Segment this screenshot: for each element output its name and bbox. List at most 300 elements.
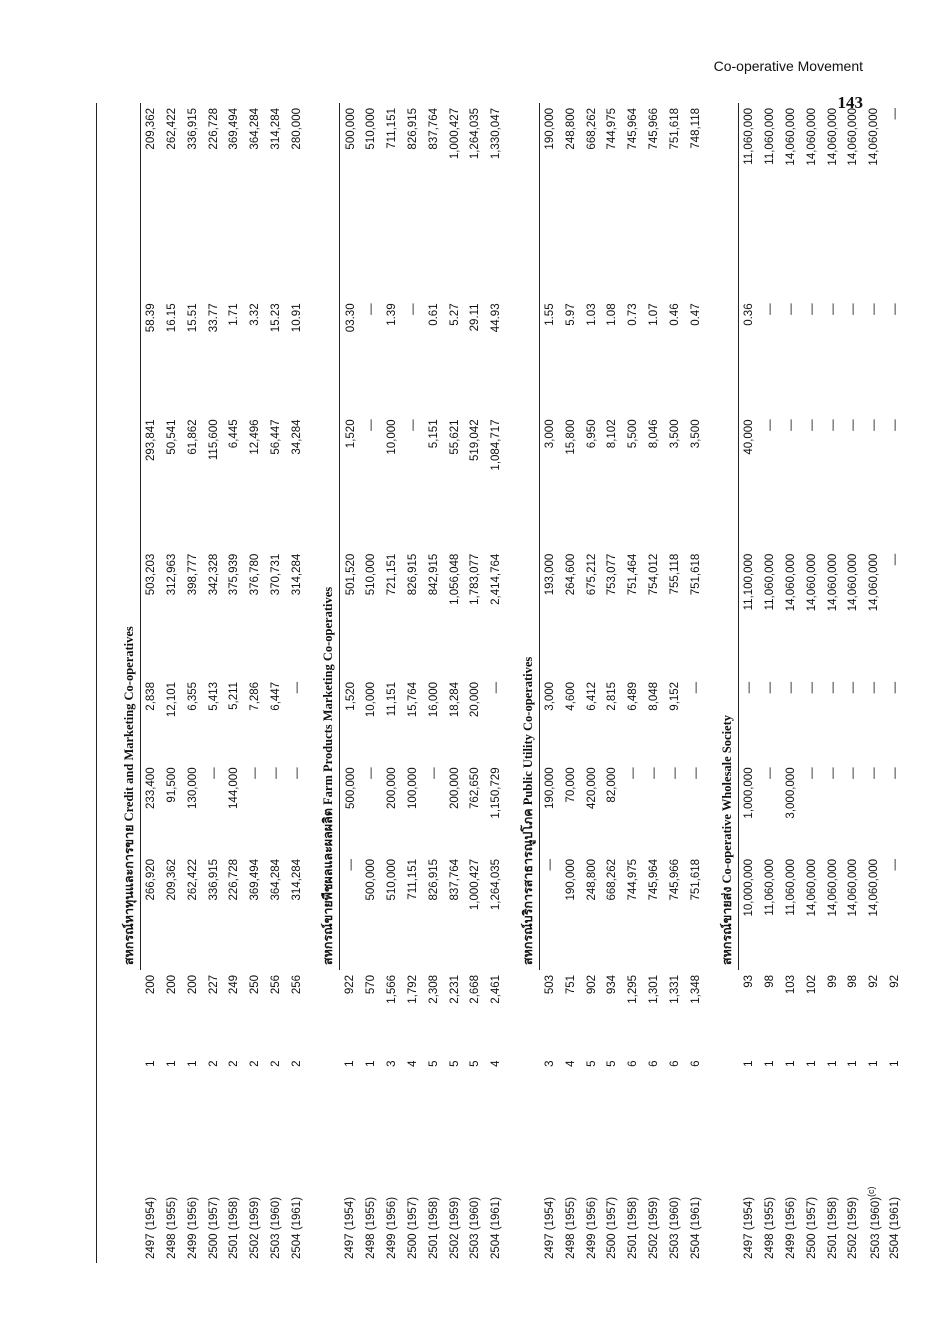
value-cell: 56,447 (269, 419, 282, 455)
running-header: Co-operative Movement (713, 58, 863, 74)
value-cell: 922 (344, 974, 357, 995)
group-gap (307, 103, 317, 1263)
rule-cell (97, 298, 118, 414)
value-cell: 11,060,000 (764, 108, 777, 165)
group-gap (905, 103, 915, 1263)
value-cell: 1.71 (228, 303, 241, 326)
value-cell: 0.73 (627, 303, 640, 326)
value-cell: 3,500 (689, 419, 702, 449)
table-row (539, 103, 560, 1263)
value-cell: — (847, 767, 860, 779)
value-cell: 6,489 (627, 681, 640, 711)
value-cell: 82,000 (606, 767, 619, 803)
table-row (664, 103, 685, 1263)
value-cell: — (805, 767, 818, 779)
value-cell: 264,600 (564, 553, 577, 596)
table-row (286, 103, 307, 1263)
value-cell: 1,566 (386, 974, 399, 1004)
year-cell: 2499 (1956) (186, 1196, 199, 1259)
value-cell: 20,000 (469, 681, 482, 718)
year-cell: 2504 (1961) (689, 1196, 702, 1259)
year-cell: 2500 (1957) (406, 1196, 419, 1259)
value-cell: — (365, 303, 378, 315)
value-cell: 837,764 (427, 108, 440, 150)
value-cell: 102 (805, 974, 818, 995)
value-cell: — (868, 767, 881, 779)
value-cell: 570 (365, 974, 378, 995)
value-cell: 190,000 (564, 858, 577, 901)
value-cell: 99 (826, 974, 839, 988)
cooperatives-table (96, 103, 915, 1263)
value-cell: 226,728 (207, 108, 220, 150)
year-cell: 2497 (1954) (743, 1196, 756, 1259)
value-cell: 226,728 (228, 858, 241, 901)
value-cell: 826,915 (406, 553, 419, 596)
value-cell: — (847, 419, 860, 431)
value-cell: 744,975 (606, 108, 619, 150)
value-cell: 1,520 (340, 677, 361, 762)
table-row (266, 103, 287, 1263)
value-cell: 14,060,000 (805, 108, 818, 166)
value-cell: — (868, 419, 881, 431)
value-cell: 1 (344, 1060, 357, 1067)
value-cell: 115,600 (207, 419, 220, 461)
value-cell: 1.07 (647, 303, 660, 326)
year-cell: 2497 (1954) (344, 1196, 357, 1259)
value-cell: 2,815 (606, 681, 619, 711)
value-cell: — (888, 767, 901, 779)
value-cell: 5 (469, 1060, 482, 1067)
value-cell: — (826, 681, 839, 694)
value-cell: 14,060,000 (868, 553, 881, 612)
value-cell: 33.77 (207, 303, 220, 333)
value-cell: — (805, 681, 818, 694)
value-cell: — (668, 767, 681, 779)
value-cell: 0.47 (689, 303, 702, 326)
value-cell: — (269, 767, 282, 779)
value-cell: — (805, 419, 818, 431)
value-cell: — (826, 767, 839, 779)
value-cell: 837,764 (448, 858, 461, 901)
year-cell: 2500 (1957) (805, 1196, 818, 1259)
value-cell: 293,841 (140, 414, 161, 548)
gap-cell (307, 1141, 317, 1263)
year-cell: 2499 (1956) (386, 1196, 399, 1259)
value-cell: 2,231 (448, 974, 461, 1004)
value-cell: 501,520 (340, 549, 361, 677)
year-cell: 2503 (1960) (269, 1196, 282, 1259)
rotated-table-container (96, 103, 901, 1263)
value-cell: — (784, 303, 797, 315)
value-cell: 3 (386, 1060, 399, 1067)
value-cell: 92 (888, 974, 901, 988)
table-row (162, 103, 183, 1263)
value-cell: 249 (228, 974, 241, 995)
value-cell: — (290, 681, 303, 694)
value-cell: 826,915 (427, 858, 440, 901)
value-cell: 745,964 (647, 858, 660, 901)
value-cell: 751,464 (627, 553, 640, 596)
value-cell: — (888, 419, 901, 431)
value-cell: 14,060,000 (784, 108, 797, 166)
table-row (801, 103, 822, 1263)
value-cell: — (764, 419, 777, 431)
value-cell: 2,414,764 (490, 553, 503, 605)
table-row (403, 103, 424, 1263)
value-cell: 5,500 (627, 419, 640, 449)
value-cell: 5,151 (427, 419, 440, 449)
year-cell: 2501 (1958) (627, 1196, 640, 1259)
value-cell: 14,060,000 (805, 553, 818, 612)
value-cell: 256 (269, 974, 282, 995)
value-cell: — (249, 767, 262, 779)
value-cell: 842,915 (427, 553, 440, 596)
value-cell: 336,915 (186, 108, 199, 150)
gap-cell (905, 1141, 915, 1263)
value-cell: 34,284 (290, 419, 303, 455)
value-cell: — (689, 767, 702, 779)
value-cell: 12,101 (165, 681, 178, 718)
value-cell: 2,308 (427, 974, 440, 1004)
value-cell: 398,777 (186, 553, 199, 596)
value-cell: 751,618 (668, 108, 681, 150)
value-cell: 0.46 (668, 303, 681, 326)
value-cell: 70,000 (564, 767, 577, 803)
year-cell: 2501 (1958) (826, 1196, 839, 1259)
rule-cell (97, 414, 118, 548)
value-cell: 14,060,000 (868, 108, 881, 166)
value-cell: 130,000 (186, 767, 199, 809)
value-cell: 748,118 (689, 108, 702, 149)
value-cell: — (764, 303, 777, 315)
value-cell: 1,150,729 (490, 767, 503, 819)
value-cell: 91,500 (165, 767, 178, 803)
rule-cell (97, 1055, 118, 1140)
year-cell: 2502 (1959) (448, 1196, 461, 1259)
value-cell: 6 (647, 1060, 660, 1067)
value-cell: 262,422 (186, 858, 199, 901)
year-cell: 2498 (1955) (564, 1196, 577, 1259)
value-cell: 3,000 (539, 677, 560, 762)
value-cell: 364,284 (249, 108, 262, 150)
value-cell: 1,000,000 (738, 762, 759, 854)
value-cell: 1,330,047 (490, 108, 503, 160)
value-cell: 1,520 (340, 414, 361, 548)
value-cell: 6,447 (269, 681, 282, 711)
value-cell: 5,211 (228, 681, 241, 710)
value-cell: 4 (490, 1060, 503, 1067)
table-row (623, 103, 644, 1263)
value-cell: 314,284 (290, 858, 303, 901)
value-cell: — (826, 419, 839, 431)
value-cell: 1 (743, 1060, 756, 1067)
value-cell: 745,966 (668, 858, 681, 901)
value-cell: 369,494 (228, 108, 241, 150)
year-cell: 2498 (1955) (764, 1196, 777, 1259)
value-cell: 15.23 (269, 303, 282, 333)
value-cell: — (888, 553, 901, 566)
value-cell: 44.93 (490, 303, 503, 333)
value-cell: 2 (228, 1060, 241, 1067)
value-cell: 200,000 (448, 767, 461, 809)
value-cell: — (888, 858, 901, 871)
value-cell: 1,295 (627, 974, 640, 1004)
value-cell: 200 (165, 974, 178, 995)
value-cell: 10,000 (365, 681, 378, 718)
value-cell: — (888, 303, 901, 315)
value-cell: 364,284 (269, 858, 282, 901)
table-row (885, 103, 906, 1263)
table-row (182, 103, 203, 1263)
value-cell: 9,152 (668, 681, 681, 711)
value-cell: 61,862 (186, 419, 199, 455)
value-cell: 1,000,427 (469, 858, 482, 911)
value-cell: 1 (764, 1060, 777, 1067)
year-cell: 2501 (1958) (427, 1196, 440, 1259)
value-cell: 103 (784, 974, 797, 995)
value-cell: 10.91 (290, 303, 303, 333)
value-cell: 262,422 (165, 108, 178, 150)
table-row (224, 103, 245, 1263)
value-cell: 6,412 (585, 681, 598, 711)
value-cell: 7,286 (249, 681, 262, 711)
year-cell: 2500 (1957) (606, 1196, 619, 1259)
table-row (644, 103, 665, 1263)
value-cell: 3,000 (539, 414, 560, 548)
value-cell: — (627, 767, 640, 779)
value-cell: 1,084,717 (490, 419, 503, 471)
top-rule-row (97, 103, 118, 1263)
value-cell: 754,012 (647, 553, 660, 596)
value-cell: — (868, 303, 881, 315)
value-cell: 500,000 (365, 858, 378, 901)
value-cell: 40,000 (738, 414, 759, 548)
value-cell: 209,362 (165, 858, 178, 901)
table-row (203, 103, 224, 1263)
value-cell: 2 (249, 1060, 262, 1067)
value-cell: 762,650 (469, 767, 482, 809)
value-cell: 1.39 (386, 303, 399, 326)
value-cell: 6,445 (228, 419, 241, 449)
value-cell: 500,000 (340, 103, 361, 298)
value-cell: 721,151 (386, 553, 399, 596)
value-cell: 200,000 (386, 767, 399, 809)
year-cell: 2503 (1960) (469, 1196, 482, 1259)
value-cell: 745,966 (647, 108, 660, 150)
value-cell: 1.08 (606, 303, 619, 326)
value-cell: 1.55 (539, 298, 560, 414)
value-cell: 100,000 (406, 767, 419, 809)
value-cell: 15,800 (564, 419, 577, 455)
value-cell: 14,060,000 (847, 858, 860, 917)
value-cell: 15,764 (406, 681, 419, 718)
value-cell: 1 (888, 1060, 901, 1067)
value-cell: 0.61 (427, 303, 440, 326)
section-heading: สหกรณ์ขายพืชผลและผลผลิต Farm Products Marketing Co-operatives (321, 586, 336, 965)
table-row (140, 103, 161, 1263)
table-row (423, 103, 444, 1263)
value-cell: 753,077 (606, 553, 619, 596)
table-row (361, 103, 382, 1263)
value-cell: 751,618 (689, 553, 702, 596)
value-cell: 1,348 (689, 974, 702, 1004)
table-body (97, 103, 916, 1263)
value-cell: 668,262 (606, 858, 619, 901)
value-cell: 209,362 (140, 103, 161, 298)
year-cell: 2502 (1959) (847, 1196, 860, 1259)
value-cell: 50,541 (165, 419, 178, 455)
value-cell: 266,920 (140, 854, 161, 970)
value-cell: 2,838 (140, 677, 161, 762)
year-cell: 2503 $(1960)^{(c)}$ (866, 1186, 883, 1259)
footnote-mark: (c) (866, 1186, 877, 1197)
value-cell: — (207, 767, 220, 779)
value-cell: 369,494 (249, 858, 262, 901)
value-cell: 510,000 (386, 858, 399, 901)
value-cell: 1,264,035 (490, 858, 503, 911)
value-cell: 6 (689, 1060, 702, 1067)
value-cell: 11,060,000 (764, 553, 777, 611)
rule-cell (97, 762, 118, 854)
value-cell: 2 (207, 1060, 220, 1067)
value-cell: 2,461 (490, 974, 503, 1004)
table-row (864, 103, 885, 1263)
rule-cell (97, 677, 118, 762)
value-cell: 93 (743, 974, 756, 988)
value-cell: 1,792 (406, 974, 419, 1004)
value-cell: 14,060,000 (868, 858, 881, 917)
value-cell: — (290, 767, 303, 779)
value-cell: 1 (805, 1060, 818, 1067)
table-row (465, 103, 486, 1263)
value-cell: 11,060,000 (738, 103, 759, 298)
value-cell: 11,151 (386, 681, 399, 717)
value-cell: 6 (668, 1060, 681, 1067)
value-cell: — (784, 681, 797, 694)
value-cell: — (805, 303, 818, 315)
value-cell: 6,355 (186, 681, 199, 711)
value-cell: 1 (826, 1060, 839, 1067)
year-cell: 2498 (1955) (365, 1196, 378, 1259)
value-cell: 711,151 (386, 108, 399, 149)
table-row (822, 103, 843, 1263)
value-cell: 14,060,000 (826, 553, 839, 612)
value-cell: 902 (585, 974, 598, 995)
year-cell: 2499 (1956) (784, 1196, 797, 1259)
rule-cell (97, 1141, 118, 1263)
value-cell: 342,328 (207, 553, 220, 596)
value-cell: 1 (868, 1060, 881, 1067)
value-cell: 1 (784, 1060, 797, 1067)
value-cell: 510,000 (365, 108, 378, 150)
value-cell: — (764, 767, 777, 779)
gap-cell (706, 1141, 716, 1263)
value-cell: 1,264,035 (469, 108, 482, 160)
rule-cell (97, 103, 118, 298)
year-cell: 2504 (1961) (490, 1196, 503, 1259)
value-cell: 8,102 (606, 419, 619, 449)
section-heading-row (118, 103, 141, 1263)
heading-pad (716, 970, 739, 1263)
value-cell: 3 (543, 1060, 556, 1067)
value-cell: 200 (186, 974, 199, 995)
value-cell: — (340, 854, 361, 970)
value-cell: 1,056,048 (448, 553, 461, 605)
value-cell: — (365, 767, 378, 779)
value-cell: 5.97 (564, 303, 577, 326)
year-cell: 2503 (1960) (668, 1196, 681, 1259)
section-heading-row (317, 103, 340, 1263)
value-cell: 14,060,000 (826, 858, 839, 917)
value-cell: 500,000 (340, 762, 361, 854)
value-cell: 200 (144, 974, 157, 995)
value-cell: 5 (448, 1060, 461, 1067)
value-cell: 2 (290, 1060, 303, 1067)
value-cell: 314,284 (290, 553, 303, 596)
value-cell: 3,000,000 (784, 767, 797, 819)
year-cell: 2497 (1954) (144, 1196, 157, 1259)
table-row (245, 103, 266, 1263)
value-cell: 14,060,000 (847, 553, 860, 612)
value-cell: 2,668 (469, 974, 482, 1004)
value-cell: 12,496 (249, 419, 262, 455)
table-row (340, 103, 361, 1263)
value-cell: 510,000 (365, 553, 378, 596)
value-cell: 193,000 (539, 549, 560, 677)
value-cell: 5 (606, 1060, 619, 1067)
year-cell: 2499 (1956) (585, 1196, 598, 1259)
year-cell: 2504 (1961) (290, 1196, 303, 1259)
section-heading: สหกรณ์ขายส่ง Co-operative Wholesale Society (719, 714, 734, 965)
table-row (760, 103, 781, 1263)
value-cell: 14,060,000 (805, 858, 818, 917)
year-cell: 2504 (1961) (888, 1196, 901, 1259)
section-heading: สหกรณ์บริการสาธารณูปโภค Public Utility Co-operatives (520, 656, 535, 965)
value-cell: 227 (207, 974, 220, 995)
heading-pad (317, 970, 340, 1263)
value-cell: 934 (606, 974, 619, 995)
heading-pad (517, 970, 540, 1263)
value-cell: 376,780 (249, 553, 262, 596)
value-cell: 14,060,000 (784, 553, 797, 612)
value-cell: 18,284 (448, 681, 461, 718)
table-row (581, 103, 602, 1263)
value-cell: 751,618 (689, 858, 702, 901)
value-cell: 314,284 (269, 108, 282, 150)
value-cell: 755,118 (668, 553, 681, 595)
year-cell: 2502 (1959) (249, 1196, 262, 1259)
value-cell: 15.51 (186, 303, 199, 333)
section-heading-row (716, 103, 739, 1263)
value-cell: 144,000 (228, 767, 241, 809)
value-cell: 1 (165, 1060, 178, 1067)
table-row (382, 103, 403, 1263)
value-cell: 1 (186, 1060, 199, 1067)
value-cell: 55,621 (448, 419, 461, 455)
value-cell: 1,331 (668, 974, 681, 1004)
page-number: 143 (837, 93, 863, 112)
rule-cell (97, 970, 118, 1055)
value-cell: — (647, 767, 660, 779)
group-gap (706, 103, 716, 1263)
value-cell: 1 (847, 1060, 860, 1067)
value-cell: 3,500 (668, 419, 681, 449)
value-cell: 256 (290, 974, 303, 995)
value-cell: 248,800 (564, 108, 577, 150)
value-cell: — (764, 681, 777, 694)
table-row (486, 103, 507, 1263)
value-cell: — (365, 419, 378, 431)
